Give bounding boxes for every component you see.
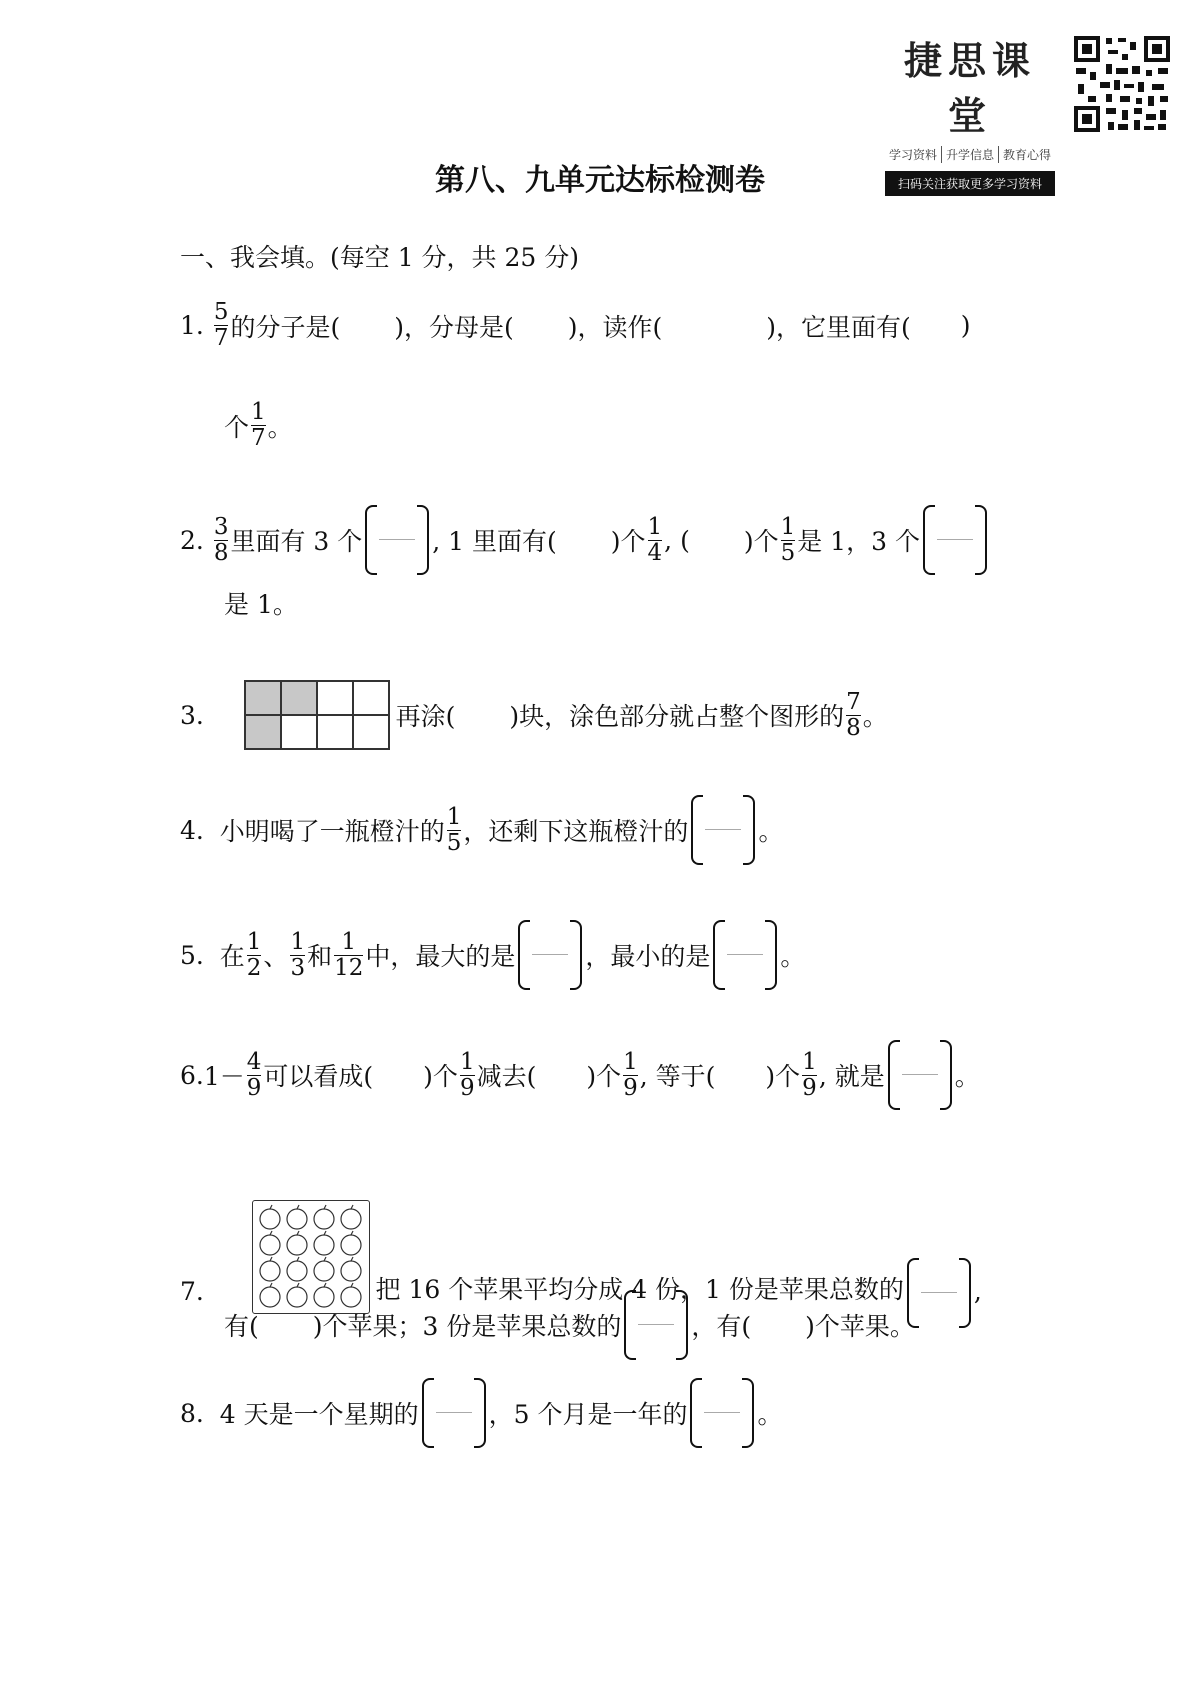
grid-cell	[353, 681, 389, 715]
question-8: 8. 4 天是一个星期的 ，5 个月是一年的 。	[180, 1378, 783, 1448]
grid-cell	[281, 715, 317, 749]
question-3: 3. 再涂( )块，涂色部分就占整个图形的 $\frac{7}{8}$ 。	[180, 680, 888, 750]
apple-icon	[314, 1205, 334, 1229]
fraction-answer-box[interactable]	[422, 1378, 486, 1448]
fraction: $\frac{1}{7}$	[251, 399, 266, 451]
question-number: 6.	[180, 1060, 204, 1090]
apple-icon	[287, 1231, 307, 1255]
section-heading	[180, 238, 579, 274]
question-number: 8.	[180, 1398, 204, 1428]
apple-icon	[314, 1257, 334, 1281]
grid-cell	[245, 681, 281, 715]
fraction: $\frac{1}{4}$	[647, 513, 663, 566]
fraction-answer-box[interactable]	[691, 795, 755, 865]
fraction: $\frac{1}{2}$	[246, 928, 262, 981]
fraction: $\frac{1}{12}$	[334, 928, 364, 981]
fraction-answer-box[interactable]	[365, 505, 429, 575]
brand-tag: 升学信息	[942, 146, 999, 163]
question-number: 7.	[180, 1277, 204, 1306]
question-7-cont: 有( )个苹果；3 份是苹果总数的 ，有( )个苹果。	[224, 1290, 915, 1360]
question-4: 4. 小明喝了一瓶橙汁的 $\frac{1}{5}$ ，还剩下这瓶橙汁的 。	[180, 795, 783, 865]
fraction-answer-box[interactable]	[690, 1378, 754, 1448]
grid-cell	[281, 681, 317, 715]
apple-icon	[341, 1257, 361, 1281]
shaded-grid-figure	[244, 680, 390, 750]
apple-icon	[260, 1205, 280, 1229]
apple-icon	[260, 1231, 280, 1255]
question-number: 3.	[180, 700, 204, 730]
question-number: 2.	[180, 525, 204, 555]
grid-cell	[245, 715, 281, 749]
question-number: 4.	[180, 815, 204, 845]
question-1-cont: 个 $\frac{1}{7}$ 。	[224, 399, 293, 451]
apple-icon	[287, 1205, 307, 1229]
apple-icon	[341, 1205, 361, 1229]
fraction: $\frac{3}{8}$	[213, 513, 229, 566]
brand-banner: 扫码关注获取更多学习资料	[885, 171, 1055, 196]
grid-cell	[317, 715, 353, 749]
brand-tag: 学习资料	[885, 146, 942, 163]
question-1: 1. $\frac{5}{7}$ 的分子是( )，分母是( )，读作( )，它里面有( )	[180, 299, 971, 351]
question-number: 1.	[180, 311, 204, 340]
question-7: 7. 把 16 个苹果平均分成 4 份，1 份是苹果总数的 ,	[180, 1200, 982, 1314]
fraction-answer-box[interactable]	[713, 920, 777, 990]
brand-tag: 教育心得	[1002, 148, 1051, 162]
fraction: $\frac{5}{7}$	[213, 299, 229, 351]
fraction: $\frac{4}{9}$	[246, 1048, 262, 1101]
fraction-answer-box[interactable]	[923, 505, 987, 575]
apple-icon	[260, 1257, 280, 1281]
question-2-cont: 是 1。	[224, 590, 298, 619]
grid-cell	[317, 681, 353, 715]
fraction-answer-box[interactable]	[907, 1258, 971, 1328]
apple-icon	[287, 1257, 307, 1281]
fraction: $\frac{1}{9}$	[459, 1048, 475, 1101]
fraction: $\frac{1}{9}$	[802, 1048, 817, 1101]
fraction: $\frac{1}{5}$	[780, 513, 796, 566]
question-2: 2. $\frac{3}{8}$ 里面有 3 个 , 1 里面有( )个 $\frac{1}{4}$ , ( )个 $\frac{1}{5}$ 是 1，3 个	[180, 505, 990, 575]
fraction: $\frac{1}{5}$	[446, 803, 462, 856]
question-5: 5. 在 $\frac{1}{2}$ 、 $\frac{1}{3}$ 和 $\frac{1}{12}$ 中，最大的是 ，最小的是 。	[180, 920, 805, 990]
section-heading-text: 一、我会填。(每空 1 分，共 25 分)	[180, 243, 580, 272]
fraction-answer-box[interactable]	[518, 920, 582, 990]
fraction-answer-box[interactable]	[624, 1290, 688, 1360]
page-title: 第八、九单元达标检测卷	[435, 163, 765, 198]
fraction: $\frac{1}{3}$	[290, 928, 306, 981]
fraction-answer-box[interactable]	[888, 1040, 952, 1110]
apple-icon	[341, 1231, 361, 1255]
question-number: 5.	[180, 940, 204, 970]
apple-icon	[314, 1231, 334, 1255]
qr-code-icon	[1072, 34, 1172, 134]
fraction: $\frac{7}{8}$	[846, 688, 861, 741]
fraction: $\frac{1}{9}$	[623, 1048, 638, 1101]
grid-cell	[353, 715, 389, 749]
question-6: 6. 1－ $\frac{4}{9}$ 可以看成( )个 $\frac{1}{9}$ 减去( )个 $\frac{1}{9}$ , 等于( )个 $\frac{1}{9}$ , 就是 。	[180, 1040, 980, 1110]
brand-logo-text: 捷思课堂	[903, 38, 1036, 138]
